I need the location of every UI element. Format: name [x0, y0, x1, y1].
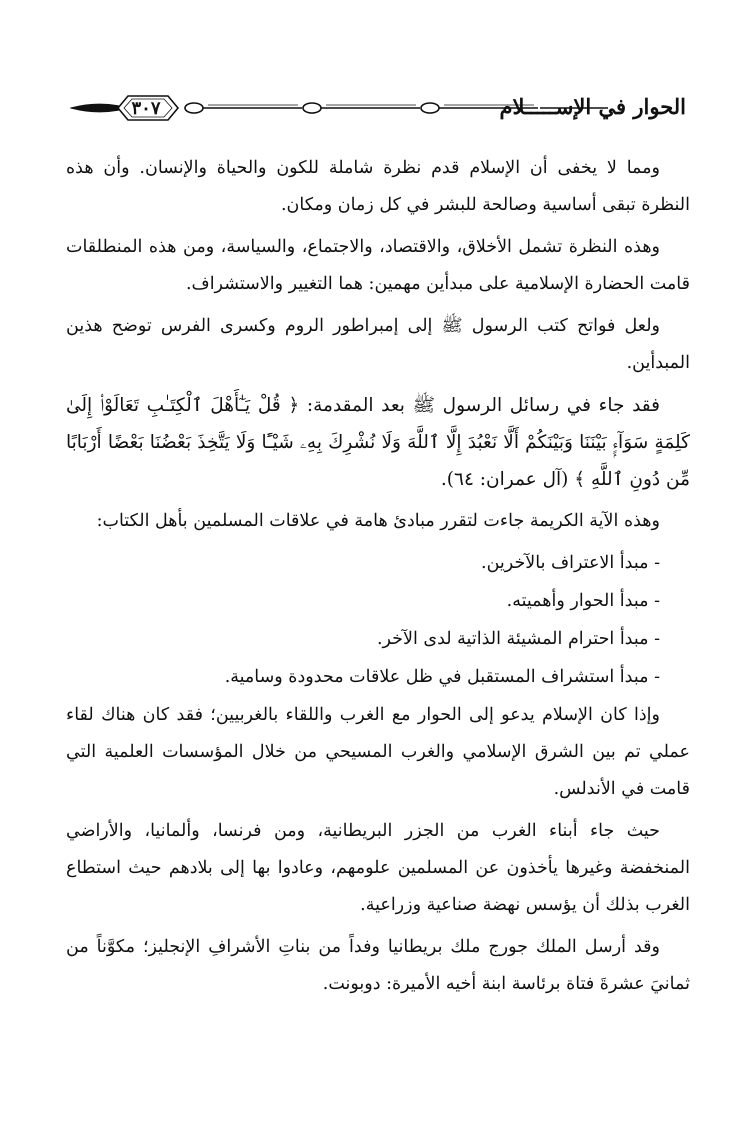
list-item: - مبدأ احترام المشيئة الذاتية لدى الآخر.: [376, 629, 660, 649]
list-item: - مبدأ استشراف المستقبل في ظل علاقات محدودة وسامية.: [224, 667, 660, 687]
page-number: ٣٠٧: [131, 98, 161, 119]
paragraph: وهذه النظرة تشمل الأخلاق، والاقتصاد، والاجتماع، والسياسة، ومن هذه المنطلقات قامت الحضارة الإسلامية على مبدأين مهمين: هما التغيير والاستشراف.: [66, 237, 690, 294]
paragraph: ومما لا يخفى أن الإسلام قدم نظرة شاملة للكون والحياة والإنسان. وأن هذه النظرة تبقى أساسية وصالحة للبشر في كل زمان ومكان.: [66, 158, 690, 215]
paragraph: وهذه الآية الكريمة جاءت لتقرر مبادئ هامة في علاقات المسلمين بأهل الكتاب:: [96, 511, 660, 531]
running-header: [70, 88, 686, 136]
quran-quote-paragraph: فقد جاء في رسائل الرسول ﷺ بعد المقدمة: ﴿ قُلْ يَـٰٓأَهْلَ ٱلْكِتَـٰبِ تَعَالَوْا۟ إِلَىٰ كَلِمَةٍ سَوَآءٍۭ بَيْنَنَا وَبَيْنَكُمْ أَلَّا نَعْبُدَ إِلَّا ٱللَّهَ وَلَا نُشْرِكَ بِهِۦ شَيْـًٔا وَلَا يَتَّخِذَ بَعْضُنَا بَعْضًا أَرْبَابًا مِّن دُونِ ٱللَّهِ ﴾ (آل عمران: ٦٤).: [66, 395, 690, 490]
paragraph: وإذا كان الإسلام يدعو إلى الحوار مع الغرب واللقاء بالغربيين؛ فقد كان هناك لقاء عملي تم بين الشرق الإسلامي والغرب المسيحي من خلال المؤسسات العلمية التي قامت في الأندلس.: [66, 705, 690, 799]
paragraph: حيث جاء أبناء الغرب من الجزر البريطانية، ومن فرنسا، وألمانيا، والأراضي المنخفضة وغيرها يأخذون عن المسلمين علومهم، وعادوا بها إلى بلادهم حيث استطاع الغرب بذلك أن يؤسس نهضة صناعية وزراعية.: [66, 821, 690, 915]
running-title: الحوار في الإســـــلام: [499, 94, 686, 119]
list-item: - مبدأ الاعتراف بالآخرين.: [481, 553, 660, 573]
main-text: [66, 150, 690, 1008]
list-item: - مبدأ الحوار وأهميته.: [506, 591, 660, 611]
paragraph: وقد أرسل الملك جورج ملك بريطانيا وفداً من بناتِ الأشرافِ الإنجليز؛ مكوَّناً من ثمانيَ عشرةَ فتاة برئاسة ابنة أخيه الأميرة: دوبونت.: [66, 937, 690, 994]
paragraph: ولعل فواتح كتب الرسول ﷺ إلى إمبراطور الروم وكسرى الفرس توضح هذين المبدأين.: [66, 316, 690, 373]
